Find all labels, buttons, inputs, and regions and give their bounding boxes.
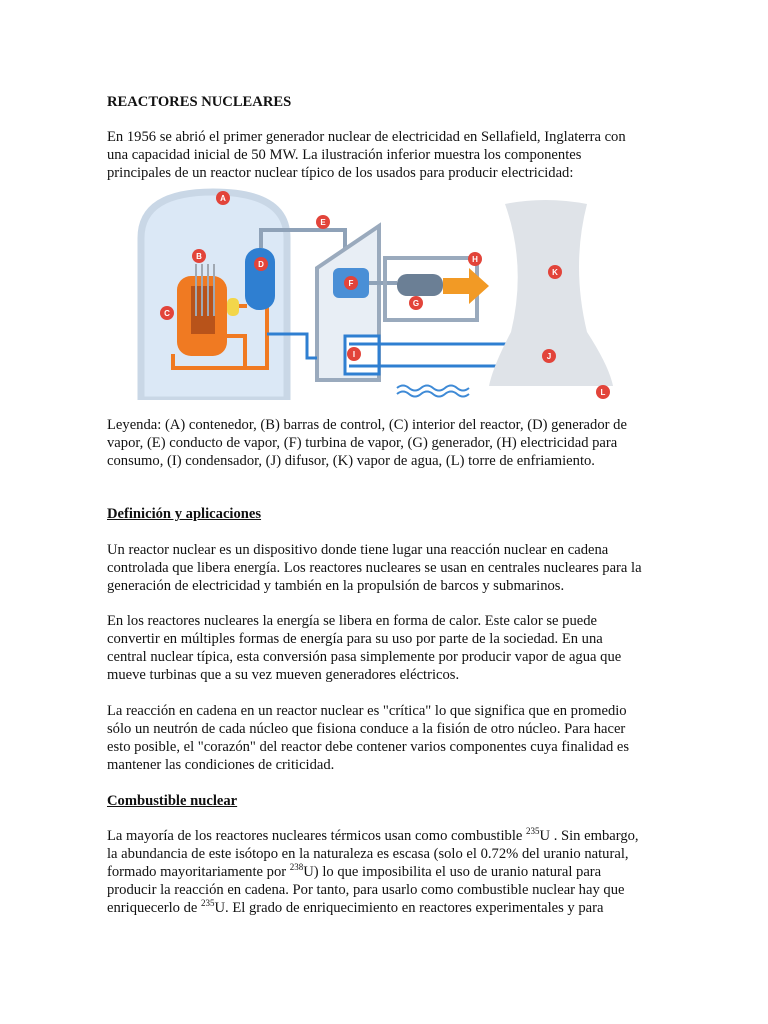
intro-line: una capacidad inicial de 50 MW. La ilustración inferior muestra los componentes — [107, 147, 582, 163]
isotope-superscript: 238 — [289, 862, 304, 872]
isotope-superscript: 235 — [201, 898, 215, 908]
label-badge-a: A — [220, 194, 226, 203]
section-heading-definicion: Definición y aplicaciones — [107, 506, 262, 522]
label-badge-k: K — [552, 268, 558, 277]
label-badge-d: D — [258, 260, 264, 269]
paragraph-line: En los reactores nucleares la energía se libera en forma de calor. Este calor se puede — [107, 613, 598, 629]
paragraph-line: producir la reacción en cadena. Por tanto, para usarlo como combustible nuclear hay que — [107, 882, 625, 898]
section-heading-combustible: Combustible nuclear — [107, 793, 238, 809]
paragraph-line: formado mayoritariamente por $^{238}$U) lo que imposibilita el uso de uranio natural para — [107, 862, 602, 880]
pressurizer-shape — [227, 298, 239, 316]
paragraph-line: enriquecerlo de $^{235}$U. El grado de enriquecimiento en reactores experimentales y para — [107, 898, 604, 916]
legend-line: Leyenda: (A) contenedor, (B) barras de control, (C) interior del reactor, (D) generador de — [107, 417, 627, 433]
legend-line: consumo, (I) condensador, (J) difusor, (K) vapor de agua, (L) torre de enfriamiento. — [107, 453, 595, 469]
document-title: REACTORES NUCLEARES — [107, 94, 292, 110]
intro-line: En 1956 se abrió el primer generador nuclear de electricidad en Sellafield, Inglaterra con — [107, 129, 626, 145]
paragraph-line: mueve turbinas que a su vez mueven generadores eléctricos. — [107, 667, 460, 683]
label-badge-l: L — [600, 388, 606, 397]
paragraph-line: mantener las condiciones de criticidad. — [107, 757, 335, 773]
paragraph-line: La mayoría de los reactores nucleares térmicos usan como combustible $^{235}$U . Sin embargo, — [107, 826, 639, 844]
water-waves-shape — [397, 386, 469, 397]
label-badge-j: J — [546, 352, 552, 361]
paragraph-line: sólo un neutrón de cada núcleo que fisiona conduce a la fisión de otro núcleo. Para hacer — [107, 721, 626, 737]
intro-line: principales de un reactor nuclear típico de los usados para producir electricidad: — [107, 165, 574, 181]
paragraph-line: La reacción en cadena en un reactor nuclear es "crítica" lo que significa que en promedio — [107, 703, 627, 719]
label-badge-i: I — [352, 350, 356, 359]
legend-line: vapor, (E) conducto de vapor, (F) turbina de vapor, (G) generador, (H) electricidad para — [107, 435, 618, 451]
label-badge-c: C — [164, 309, 170, 318]
label-badge-h: H — [472, 255, 478, 264]
paragraph-line: generación de electricidad y también en la propulsión de barcos y submarinos. — [107, 578, 565, 594]
isotope-superscript: 235 — [526, 826, 540, 836]
generator-shape — [397, 274, 443, 296]
label-badge-f: F — [348, 279, 354, 288]
label-badge-g: G — [412, 299, 420, 308]
paragraph-line: Un reactor nuclear es un dispositivo donde tiene lugar una reacción nuclear en cadena — [107, 542, 609, 558]
label-badge-e: E — [320, 218, 326, 227]
paragraph-line: convertir en múltiples formas de energía para su uso por parte de la sociedad. En una — [107, 631, 603, 647]
paragraph-line: central nuclear típica, esta conversión pasa simplemente por producir vapor de agua que — [107, 649, 622, 665]
paragraph-line: esto posible, el "corazón" del reactor debe contener varios componentes cuya finalidad es — [107, 739, 630, 755]
electricity-arrow-shape — [443, 268, 489, 304]
paragraph-line: controlada que libera energía. Los reactores nucleares se usan en centrales nucleares para la — [107, 560, 642, 576]
paragraph-line: la abundancia de este isótopo en la naturaleza es escasa (solo el 0.72% del uranio natural, — [107, 846, 629, 862]
label-badge-b: B — [196, 252, 202, 261]
reactor-diagram — [135, 186, 623, 400]
